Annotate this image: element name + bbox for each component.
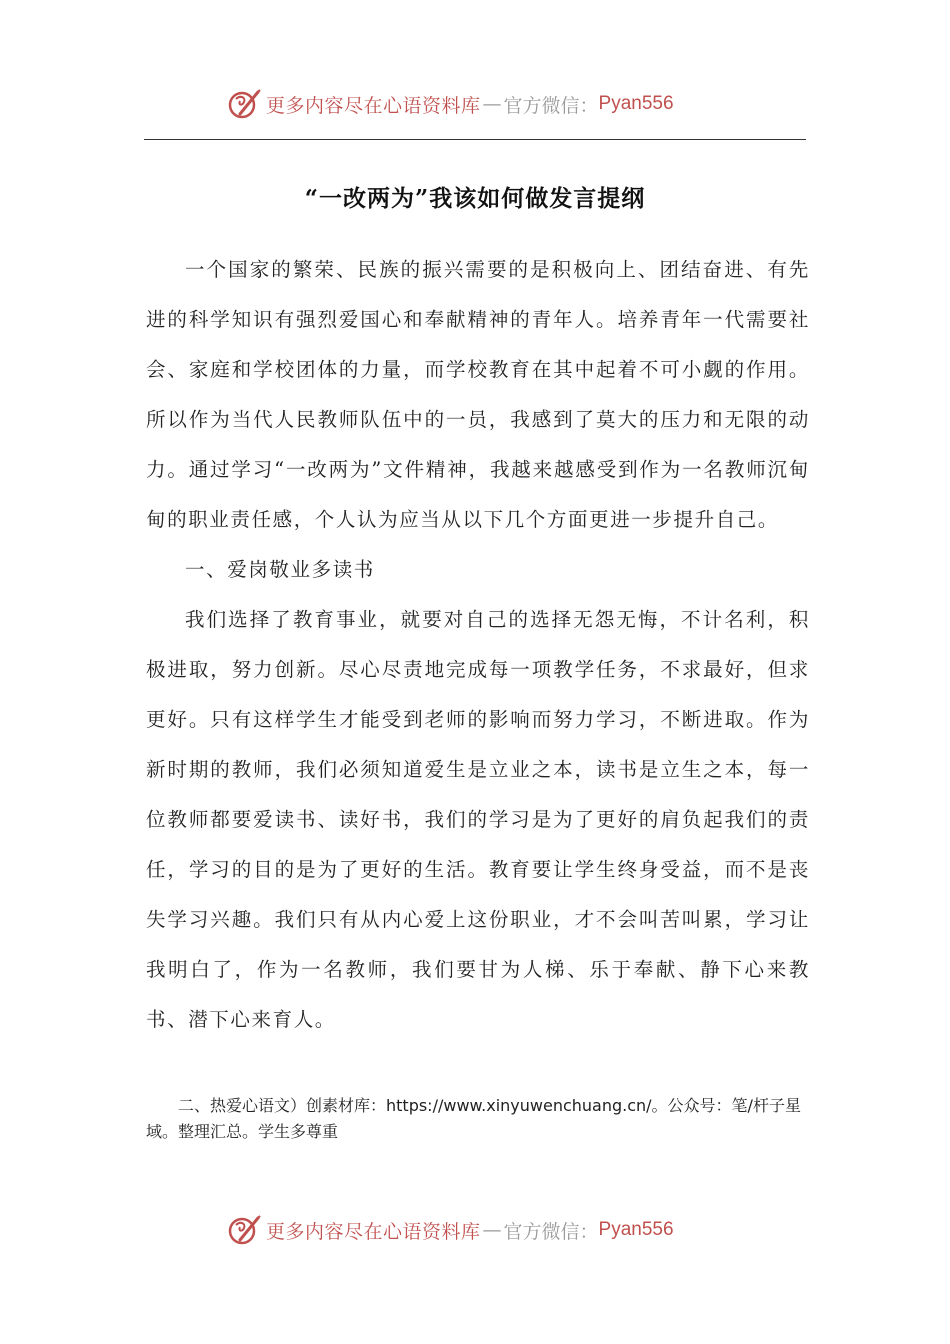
paragraph-section-1: 我们选择了教育事业，就要对自己的选择无怨无悔，不计名利，积极进取，努力创新。尽心尽责地完成每一项教学任务，不求最好，但求更好。只有这样学生才能受到老师的影响而努力学习，不断进取。作为新时期的教师，我们必须知道爱生是立业之本，读书是立生之本，每一位教师都要爱读书、读好书，我们的学习是为了更好的肩负起我们的责任，学习的目的是为了更好的生活。教育要让学生终身受益，而不是丧失学习兴趣。我们只有从内心爱上这份职业，才不会叫苦叫累，学习让我明白了，作为一名教师，我们要甘为人梯、乐于奉献、静下心来教书、潜下心来育人。	[146, 608, 810, 1031]
footer-banner	[226, 1210, 674, 1250]
banner-separator: —	[482, 93, 502, 115]
source-note: 二、热爱心语文）创素材库：https://www.xinyuwenchuang.cn/。公众号：笔/杆子星域。整理汇总。学生多尊重	[146, 1096, 801, 1141]
paragraph-intro: 一个国家的繁荣、民族的振兴需要的是积极向上、团结奋进、有先进的科学知识有强烈爱国心和奉献精神的青年人。培养青年一代需要社会、家庭和学校团体的力量，而学校教育在其中起着不可小觑的作用。所以作为当代人民教师队伍中的一员，我感到了莫大的压力和无限的动力。通过学习“一改两为”文件精神，我越来越感受到作为一名教师沉甸甸的职业责任感，个人认为应当从以下几个方面更进一步提升自己。	[146, 258, 810, 531]
document-body	[146, 245, 810, 1045]
document-title: “一改两为”我该如何做发言提纲	[304, 185, 646, 212]
footer-banner-main-text: 更多内容尽在心语资料库	[266, 1220, 481, 1243]
header-divider	[144, 139, 806, 140]
footer-banner-wechat-label: 官方微信：	[503, 1220, 599, 1243]
banner-wechat-id: Pyan556	[598, 93, 674, 114]
pen-logo-icon	[226, 1212, 262, 1248]
banner-main-text: 更多内容尽在心语资料库	[266, 94, 481, 117]
pen-logo-icon	[226, 86, 262, 122]
footer-banner-wechat-id: Pyan556	[598, 1219, 674, 1240]
footer-banner-separator: —	[482, 1219, 502, 1241]
banner-wechat-label: 官方微信：	[503, 94, 599, 117]
section-heading-1: 一、爱岗敬业多读书	[185, 558, 375, 581]
header-banner	[226, 84, 674, 124]
